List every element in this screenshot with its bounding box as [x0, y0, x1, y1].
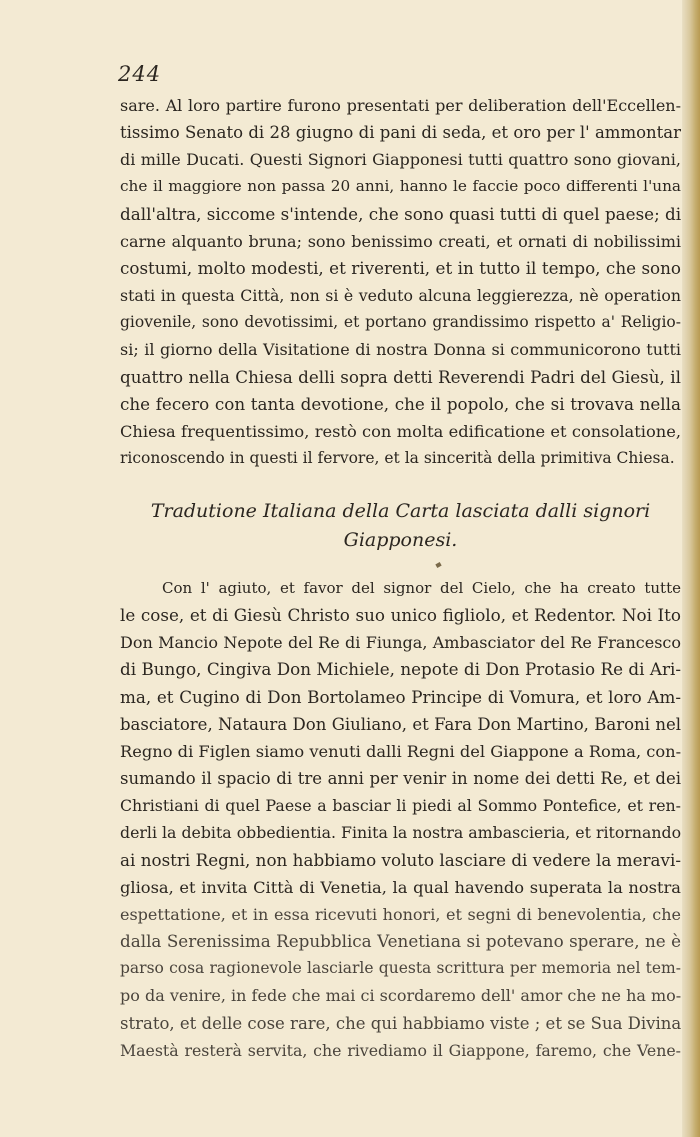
text-line: ma, et Cugino di Don Bortolameo Principe di Vomura, et loro Am- — [120, 686, 681, 707]
text-line: che fecero con tanta devotione, che il popolo, che si trovava nella — [120, 393, 681, 414]
text-line: derli la debita obbedientia. Finita la nostra ambascieria, et ritornando — [120, 823, 682, 843]
text-line: Maestà resterà servita, che rivediamo il Giappone, faremo, che Vene- — [120, 1040, 681, 1060]
text-line: espettatione, et in essa ricevuti honori, et segni di benevolentia, che — [120, 904, 681, 924]
text-line: di mille Ducati. Questi Signori Giapponesi tutti quattro sono giovani, — [120, 150, 681, 170]
text-line: si; il giorno della Visitatione di nostra Donna si communicorono tutti — [120, 340, 681, 360]
text-line: Christiani di quel Paese a basciar li piedi al Sommo Pontefice, et ren- — [120, 796, 681, 816]
text-line: Regno di Figlen siamo venuti dalli Regni del Giappone a Roma, con- — [120, 741, 682, 761]
text-line: tissimo Senato di 28 giugno di pani di seda, et oro per l' ammontar — [120, 123, 681, 143]
text-line: Chiesa frequentissimo, restò con molta edificatione et consolatione, — [120, 421, 681, 441]
text-line: po da venire, in fede che mai ci scordaremo dell' amor che ne ha mo- — [120, 986, 682, 1006]
text-line: dalla Serenissima Repubblica Venetiana si potevano sperare, ne è — [120, 931, 681, 952]
text-line: ai nostri Regni, non habbiamo voluto lasciare di vedere la meravi- — [120, 849, 681, 870]
text-line: che il maggiore non passa 20 anni, hanno le faccie poco differenti l'una — [120, 177, 681, 196]
text-line: giovenile, sono devotissimi, et portano grandissimo rispetto a' Religio- — [120, 313, 681, 332]
page-edge — [682, 0, 700, 1137]
text-line: sare. Al loro partire furono presentati per deliberation dell'Eccellen- — [120, 96, 681, 115]
text-line: stati in questa Città, non si è veduto alcuna leggierezza, nè operation — [120, 286, 681, 306]
text-line: strato, et delle cose rare, che qui habbiamo viste ; et se Sua Divina — [120, 1013, 682, 1033]
text-line: costumi, molto modesti, et riverenti, et in tutto il tempo, che sono — [120, 257, 681, 278]
text-line: riconoscendo in questi il fervore, et la sincerità della primitiva Chiesa. — [120, 449, 675, 468]
section-heading-line-2: Giapponesi. — [343, 529, 458, 551]
ornament-mark — [435, 562, 441, 568]
text-line: sumando il spacio di tre anni per venir in nome dei detti Re, et dei — [120, 769, 681, 789]
page-number: 244 — [118, 62, 162, 86]
text-line: le cose, et di Giesù Christo suo unico figliolo, et Redentor. Noi Ito — [120, 605, 681, 626]
text-line: basciatore, Nataura Don Giuliano, et Fara Don Martino, Baroni nel — [120, 714, 681, 734]
paragraph-2 — [120, 575, 681, 1064]
paragraph-1 — [120, 92, 681, 472]
text-line: di Bungo, Cingiva Don Michiele, nepote di Don Protasio Re di Ari- — [120, 659, 681, 680]
text-line: parso cosa ragionevole lasciarle questa scrittura per memoria nel tem- — [120, 959, 681, 978]
text-line: dall'altra, siccome s'intende, che sono quasi tutti di quel paese; di — [120, 203, 682, 224]
text-line: gliosa, et invita Città di Venetia, la qual havendo superata la nostra — [120, 877, 681, 897]
section-heading-line-1: Tradutione Italiana della Carta lasciata dalli signori — [150, 500, 651, 522]
text-line: Con l' agiuto, et favor del signor del Cielo, che ha creato tutte — [162, 579, 681, 597]
text-line: quattro nella Chiesa delli sopra detti Reverendi Padri del Giesù, il — [120, 366, 681, 387]
text-line: Don Mancio Nepote del Re di Fiunga, Ambasciator del Re Francesco — [120, 633, 681, 653]
text-line: carne alquanto bruna; sono benissimo creati, et ornati di nobilissimi — [120, 231, 681, 251]
